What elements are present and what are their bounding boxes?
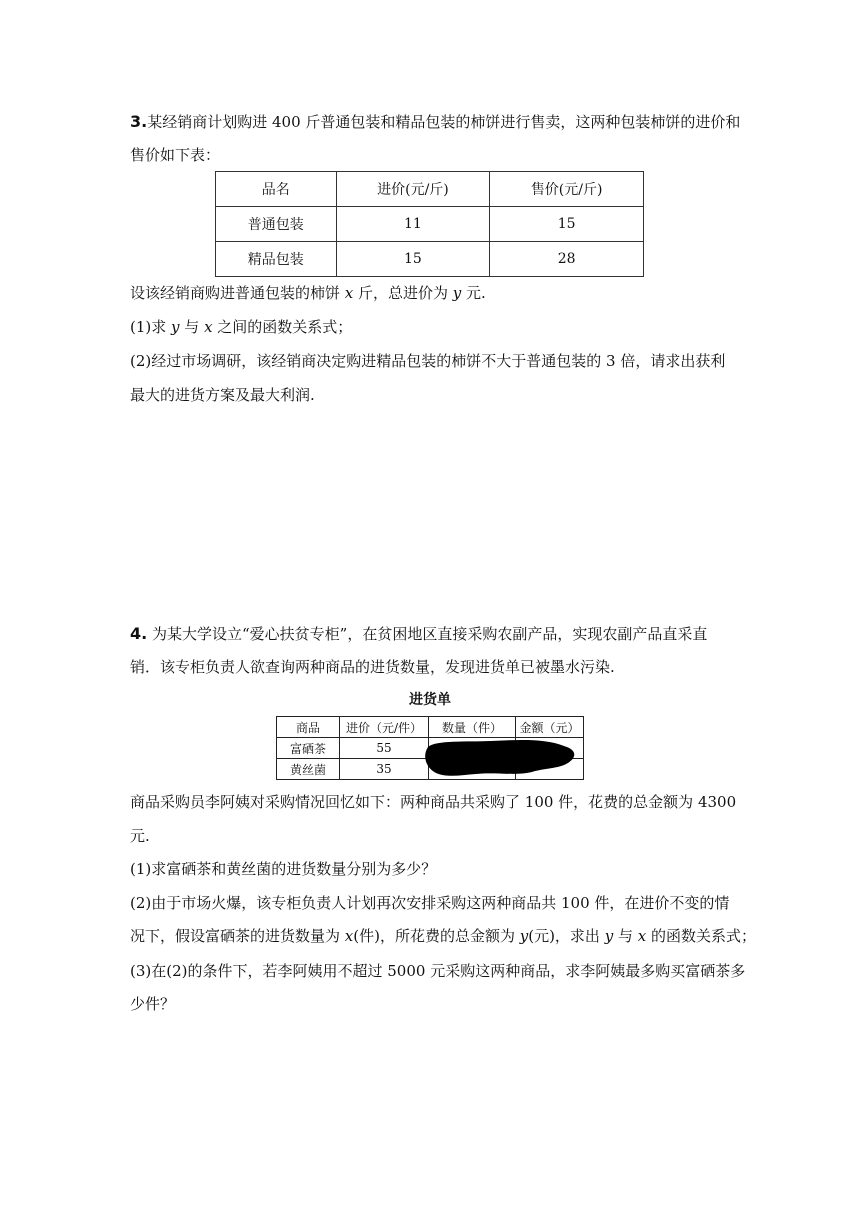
q4-memo-line2: 元.: [130, 827, 150, 845]
variable-y: y: [604, 927, 614, 945]
table-cell: 精品包装: [216, 242, 337, 277]
q4-part2-line2: [130, 926, 756, 946]
q4-part3-line2: 少件？: [130, 995, 176, 1013]
table-cell: 28: [490, 242, 644, 277]
table-header-cell: 金额（元）: [516, 717, 584, 738]
variable-y: y: [171, 318, 180, 336]
table-header-row: [216, 172, 644, 207]
q4-part2-text: 与: [613, 927, 638, 945]
q4-memo-line1: 商品采购员李阿姨对采购情况回忆如下：两种商品共采购了 100 件，花费的总金额为 4300: [130, 793, 737, 811]
q3-setup-text: 元.: [461, 284, 486, 302]
table-header-cell: 商品: [277, 717, 340, 738]
table-cell: 黄丝菌: [277, 759, 340, 780]
table-cell: 富硒茶: [277, 738, 340, 759]
q3-part1-text: 之间的函数关系式；: [212, 318, 353, 336]
q4-part2-text: 的函数关系式；: [646, 927, 756, 945]
invoice-table-wrap: [276, 716, 584, 780]
table-row: [216, 242, 644, 277]
table-header-cell: 数量（件）: [429, 717, 516, 738]
q3-intro-line1: [130, 112, 740, 132]
table-cell: 35: [340, 759, 429, 780]
table-header-cell: 售价(元/斤): [490, 172, 644, 207]
variable-x: x: [637, 927, 647, 945]
q4-part2-text: (元)，求出: [528, 927, 605, 945]
table-row: [216, 207, 644, 242]
table-header-row: [277, 717, 584, 738]
q3-intro-text: 某经销商计划购进 400 斤普通包装和精品包装的柿饼进行售卖，这两种包装柿饼的进价和: [147, 113, 741, 131]
table-cell: [516, 759, 584, 780]
table-row: [277, 738, 584, 759]
q4-intro-line1: [130, 624, 707, 644]
q3-part2-line1: (2)经过市场调研，该经销商决定购进精品包装的柿饼不大于普通包装的 3 倍，请求出获利: [130, 352, 726, 370]
variable-x: x: [344, 284, 354, 302]
table-cell: 15: [490, 207, 644, 242]
table-cell: 普通包装: [216, 207, 337, 242]
q3-part1-text: 与: [179, 318, 205, 336]
table-cell: 11: [336, 207, 490, 242]
q3-setup-text: 斤，总进价为: [353, 284, 453, 302]
q3-number: 3.: [130, 112, 148, 131]
table-header-cell: 进价（元/件）: [340, 717, 429, 738]
invoice-title: 进货单: [409, 692, 451, 708]
table-cell: [429, 759, 516, 780]
q3-setup: [130, 283, 486, 303]
variable-x: x: [344, 927, 354, 945]
q4-intro-text: 为某大学设立“爱心扶贫专柜”，在贫困地区直接采购农副产品，实现农副产品直采直: [147, 625, 708, 643]
table-cell: [516, 738, 584, 759]
variable-x: x: [204, 318, 213, 336]
table-cell: [429, 738, 516, 759]
q3-part2-line2: 最大的进货方案及最大利润.: [130, 386, 315, 404]
q4-part2-text: 况下，假设富硒茶的进货数量为: [130, 927, 345, 945]
q4-part3-line1: (3)在(2)的条件下，若李阿姨用不超过 5000 元采购这两种商品，求李阿姨最多购买富硒茶多: [130, 962, 746, 980]
table-header-cell: 进价(元/斤): [336, 172, 490, 207]
q3-price-table: [215, 171, 644, 277]
invoice-table: [276, 716, 584, 780]
q4-part2-line1: (2)由于市场火爆，该专柜负责人计划再次安排采购这两种商品共 100 件，在进价不变的情: [130, 894, 730, 912]
table-cell: 55: [340, 738, 429, 759]
q4-part1: (1)求富硒茶和黄丝菌的进货数量分别为多少？: [130, 860, 437, 878]
q3-part1: [130, 317, 352, 337]
table-row: [277, 759, 584, 780]
variable-y: y: [452, 284, 462, 302]
table-cell: 15: [336, 242, 490, 277]
q3-setup-text: 设该经销商购进普通包装的柿饼: [130, 284, 345, 302]
q4-part2-text: (件)，所花费的总金额为: [353, 927, 520, 945]
table-header-cell: 品名: [216, 172, 337, 207]
q3-part1-text: (1)求: [130, 318, 172, 336]
q3-intro-line2: 售价如下表：: [130, 146, 221, 164]
q4-number: 4.: [130, 624, 148, 643]
q4-intro-line2: 销．该专柜负责人欲查询两种商品的进货数量，发现进货单已被墨水污染.: [130, 658, 615, 676]
variable-y: y: [519, 927, 529, 945]
